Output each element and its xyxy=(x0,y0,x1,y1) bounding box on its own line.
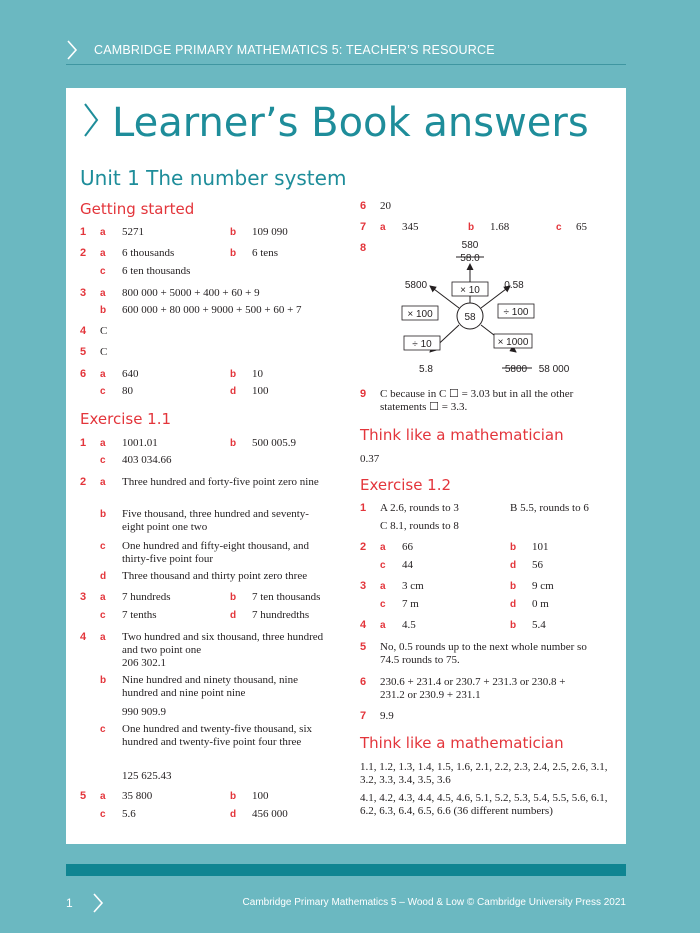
part-letter: d xyxy=(230,386,237,397)
top-value: 580 xyxy=(461,240,479,251)
part-letter: b xyxy=(230,369,237,380)
question-number: 6 xyxy=(80,368,87,380)
part-letter: c xyxy=(100,724,106,735)
answer-text: C xyxy=(100,325,108,337)
part-letter: d xyxy=(230,610,237,621)
question-number: 5 xyxy=(80,790,87,802)
question-number: 5 xyxy=(360,641,367,653)
answer-text: 7 hundredths xyxy=(252,609,310,621)
question-number: 4 xyxy=(80,325,87,337)
answer-text: 6 ten thousands xyxy=(122,265,191,277)
header-divider xyxy=(66,64,626,65)
part-letter: d xyxy=(510,560,517,571)
part-letter: b xyxy=(230,791,237,802)
part-letter: a xyxy=(100,791,106,802)
answer-text: 1001.01 xyxy=(122,437,158,449)
answer-text: 7 tenths xyxy=(122,609,157,621)
times-hundred-label: × 100 xyxy=(407,309,433,320)
part-letter: a xyxy=(380,222,386,233)
answer-text: 456 000 xyxy=(252,808,288,820)
part-letter: c xyxy=(100,610,106,621)
question-number: 1 xyxy=(80,437,87,449)
question-number: 7 xyxy=(360,221,367,233)
answer-text: 3 cm xyxy=(402,580,424,592)
question-number: 4 xyxy=(80,631,87,643)
part-letter: b xyxy=(230,592,237,603)
answer-text: One hundred and twenty-five thousand, six hundred and twenty-five point four three xyxy=(122,723,313,748)
part-letter: b xyxy=(468,222,475,233)
answer-text: 345 xyxy=(402,221,419,233)
part-letter: a xyxy=(100,438,106,449)
multiplication-web-diagram xyxy=(376,238,576,378)
part-letter: c xyxy=(380,560,386,571)
question-number: 7 xyxy=(360,710,367,722)
answer-text: 500 005.9 xyxy=(252,437,296,449)
answer-text: 7 ten thousands xyxy=(252,591,321,603)
answer-text: 6 tens xyxy=(252,247,278,259)
unit-title: Unit 1 The number system xyxy=(80,166,347,190)
part-letter: c xyxy=(556,222,562,233)
question-number: 3 xyxy=(80,287,87,299)
question-number: 6 xyxy=(360,676,367,688)
answer-value: 125 625.43 xyxy=(122,770,172,782)
chevron-right-icon xyxy=(82,102,100,138)
header-title: CAMBRIDGE PRIMARY MATHEMATICS 5: TEACHER’S RESOURCE xyxy=(94,43,495,57)
answer-text: 1.1, 1.2, 1.3, 1.4, 1.5, 1.6, 2.1, 2.2, 2.3, 2.4, 2.5, 2.6, 3.1, 3.2, 3.3, 3.4, 3.5, 3.6 xyxy=(360,761,608,786)
answer-text: B 5.5, rounds to 6 xyxy=(510,502,589,514)
part-letter: b xyxy=(230,227,237,238)
page-number: 1 xyxy=(66,896,73,910)
answer-value: 206 302.1 xyxy=(122,657,166,669)
question-number: 6 xyxy=(360,200,367,212)
divide-hundred-label: ÷ 100 xyxy=(503,307,529,318)
center-value: 58 xyxy=(464,312,476,323)
answer-text: 100 xyxy=(252,790,269,802)
part-letter: b xyxy=(100,305,107,316)
part-letter: c xyxy=(100,266,106,277)
part-letter: a xyxy=(100,369,106,380)
question-number: 2 xyxy=(360,541,367,553)
answer-text: 4.1, 4.2, 4.3, 4.4, 4.5, 4.6, 5.1, 5.2, 5.3, 5.4, 5.5, 5.6, 6.1, 6.2, 6.3, 6.4, 6.5, 6.6 (36 different numbers) xyxy=(360,792,608,817)
answer-text: 101 xyxy=(532,541,549,553)
answer-text: 56 xyxy=(532,559,543,571)
part-letter: b xyxy=(510,542,517,553)
part-letter: a xyxy=(100,632,106,643)
answer-text: 9.9 xyxy=(380,710,394,722)
answer-text: 10 xyxy=(252,368,263,380)
answer-text: 44 xyxy=(402,559,413,571)
answer-text: 5.4 xyxy=(532,619,546,631)
answer-page xyxy=(66,88,626,844)
part-letter: a xyxy=(380,542,386,553)
part-letter: b xyxy=(100,675,107,686)
bottom-right-crossed-value: 5800 xyxy=(504,364,528,375)
question-number: 4 xyxy=(360,619,367,631)
part-letter: d xyxy=(100,571,107,582)
bottom-right-value: 58 000 xyxy=(538,364,570,375)
answer-text: 9 cm xyxy=(532,580,554,592)
answer-value: 990 909.9 xyxy=(122,706,166,718)
part-letter: a xyxy=(100,227,106,238)
answer-text: No, 0.5 rounds up to the next whole number so 74.5 rounds to 75. xyxy=(380,641,587,666)
answer-text: A 2.6, rounds to 3 xyxy=(380,502,459,514)
part-letter: a xyxy=(100,592,106,603)
top-crossed-value: 58.0 xyxy=(460,253,480,264)
part-letter: a xyxy=(100,288,106,299)
part-letter: c xyxy=(380,599,386,610)
answer-text: 100 xyxy=(252,385,269,397)
question-number: 1 xyxy=(360,502,367,514)
answer-text: 4.5 xyxy=(402,619,416,631)
answer-text: 800 000 + 5000 + 400 + 60 + 9 xyxy=(122,287,260,299)
answer-text: 66 xyxy=(402,541,413,553)
part-letter: d xyxy=(230,809,237,820)
answer-text: 7 m xyxy=(402,598,419,610)
answer-text: 7 hundreds xyxy=(122,591,171,603)
answer-text: 0 m xyxy=(532,598,549,610)
question-number: 1 xyxy=(80,226,87,238)
answer-text: 65 xyxy=(576,221,587,233)
answer-text: C xyxy=(100,346,108,358)
section-heading-getting-started: Getting started xyxy=(80,200,195,218)
part-letter: a xyxy=(100,248,106,259)
answer-text: 230.6 + 231.4 or 230.7 + 231.3 or 230.8 + 231.2 or 230.9 + 231.1 xyxy=(380,676,566,701)
part-letter: a xyxy=(100,477,106,488)
answer-text: 640 xyxy=(122,368,139,380)
answer-text: Nine hundred and ninety thousand, nine hundred and nine point nine xyxy=(122,674,298,699)
question-number: 5 xyxy=(80,346,87,358)
section-heading-exercise-1-1: Exercise 1.1 xyxy=(80,410,172,428)
bottom-left-value: 5.8 xyxy=(419,364,433,375)
top-right-value: 0.58 xyxy=(504,280,524,291)
chevron-right-icon xyxy=(92,893,104,913)
part-letter: d xyxy=(510,599,517,610)
answer-text: 403 034.66 xyxy=(122,454,172,466)
section-heading-think-like-a-mathematician: Think like a mathematician xyxy=(360,734,564,752)
question-number: 2 xyxy=(80,247,87,259)
question-number: 8 xyxy=(360,242,367,254)
part-letter: c xyxy=(100,809,106,820)
part-letter: b xyxy=(510,581,517,592)
answer-text: 20 xyxy=(380,200,391,212)
times-ten-label: × 10 xyxy=(460,285,480,296)
top-left-value: 5800 xyxy=(404,280,428,291)
answer-text: 109 090 xyxy=(252,226,288,238)
section-heading-exercise-1-2: Exercise 1.2 xyxy=(360,476,452,494)
answer-text: 600 000 + 80 000 + 9000 + 500 + 60 + 7 xyxy=(122,304,302,316)
answer-text: Three thousand and thirty point zero three xyxy=(122,570,308,582)
part-letter: b xyxy=(230,438,237,449)
footer-copyright: Cambridge Primary Mathematics 5 – Wood & Low © Cambridge University Press 2021 xyxy=(242,897,626,908)
part-letter: b xyxy=(510,620,517,631)
part-letter: c xyxy=(100,455,106,466)
answer-text: Two hundred and six thousand, three hundred and two point one xyxy=(122,631,324,656)
answer-text: C because in C ☐ = 3.03 but in all the other statements ☐ = 3.3. xyxy=(380,388,574,413)
answer-text: Three hundred and forty-five point zero nine xyxy=(122,476,319,488)
part-letter: a xyxy=(380,620,386,631)
part-letter: a xyxy=(380,581,386,592)
answer-text: 1.68 xyxy=(490,221,510,233)
answer-text: 0.37 xyxy=(360,453,380,465)
answer-text: C 8.1, rounds to 8 xyxy=(380,520,459,532)
question-number: 3 xyxy=(80,591,87,603)
question-number: 3 xyxy=(360,580,367,592)
footer-bar xyxy=(66,864,626,876)
part-letter: b xyxy=(100,509,107,520)
part-letter: c xyxy=(100,386,106,397)
answer-text: 35 800 xyxy=(122,790,153,802)
part-letter: c xyxy=(100,541,106,552)
chevron-right-icon xyxy=(66,40,78,60)
answer-text: One hundred and fifty-eight thousand, and thirty-five point four xyxy=(122,540,309,565)
answer-text: 6 thousands xyxy=(122,247,175,259)
question-number: 9 xyxy=(360,388,367,400)
answer-text: 5271 xyxy=(122,226,144,238)
times-thousand-label: × 1000 xyxy=(497,337,529,348)
section-heading-think-like-a-mathematician: Think like a mathematician xyxy=(360,426,564,444)
answer-text: 5.6 xyxy=(122,808,136,820)
page-title: Learner’s Book answers xyxy=(112,100,589,146)
answer-text: 80 xyxy=(122,385,133,397)
part-letter: b xyxy=(230,248,237,259)
question-number: 2 xyxy=(80,476,87,488)
divide-ten-label: ÷ 10 xyxy=(412,339,432,350)
answer-text: Five thousand, three hundred and seventy-eight point one two xyxy=(122,508,309,533)
